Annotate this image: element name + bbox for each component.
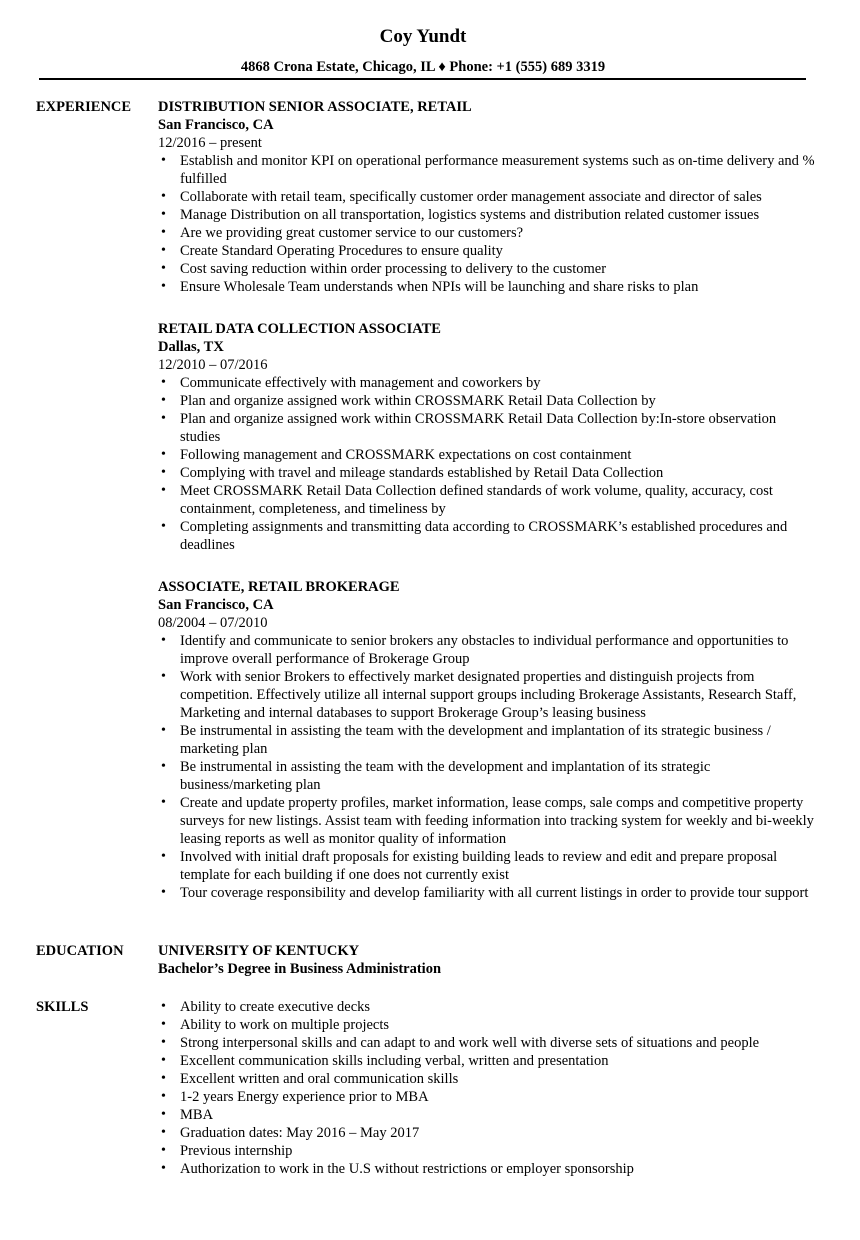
job-location: San Francisco, CA — [158, 597, 274, 613]
job-dates: 12/2016 – present — [158, 135, 262, 151]
list-item: • Involved with initial draft proposals for existing building leads to review and edit and prepare proposal template for each building if one does not currently exist — [158, 848, 818, 884]
skills-body — [158, 998, 818, 1178]
degree-name: Bachelor’s Degree in Business Administration — [158, 961, 442, 977]
job-title: ASSOCIATE, RETAIL BROKERAGE — [158, 579, 400, 595]
list-item: • Following management and CROSSMARK expectations on cost containment — [158, 446, 818, 464]
list-item: • Collaborate with retail team, specifically customer order management associate and director of sales — [158, 188, 818, 206]
list-item: • Identify and communicate to senior brokers any obstacles to individual performance and opportunities to improve overall performance of Brokerage Group — [158, 632, 818, 668]
list-item: • Ability to create executive decks — [158, 998, 818, 1016]
list-item: • Work with senior Brokers to effectively market designated properties and distinguish projects from competition. Effectively utilize all internal support groups including Brokerage Assistants, Research Staff, Marketing and internal databases to support Brokerage Group’s leasing business — [158, 668, 818, 722]
experience-heading: EXPERIENCE — [36, 99, 132, 115]
list-item: • Strong interpersonal skills and can adapt to and work well with diverse sets of situations and people — [158, 1034, 818, 1052]
list-item: • Meet CROSSMARK Retail Data Collection defined standards of work volume, quality, accuracy, cost containment, completeness, and timeliness by — [158, 482, 818, 518]
list-item: • Plan and organize assigned work within CROSSMARK Retail Data Collection by — [158, 392, 818, 410]
list-item: • Graduation dates: May 2016 – May 2017 — [158, 1124, 818, 1142]
job-title: DISTRIBUTION SENIOR ASSOCIATE, RETAIL — [158, 99, 472, 115]
job-entry — [158, 578, 818, 902]
list-item: • Tour coverage responsibility and develop familiarity with all current listings in order to provide tour support — [158, 884, 818, 902]
list-item: • Authorization to work in the U.S without restrictions or employer sponsorship — [158, 1160, 818, 1178]
skills-list — [158, 998, 818, 1178]
education-body — [158, 942, 818, 978]
list-item: • Complying with travel and mileage standards established by Retail Data Collection — [158, 464, 818, 482]
list-item: • Previous internship — [158, 1142, 818, 1160]
skills-heading: SKILLS — [36, 999, 89, 1015]
job-location: Dallas, TX — [158, 339, 224, 355]
list-item: • Excellent written and oral communication skills — [158, 1070, 818, 1088]
education-heading: EDUCATION — [36, 943, 124, 959]
list-item: • Ability to work on multiple projects — [158, 1016, 818, 1034]
list-item: • Completing assignments and transmitting data according to CROSSMARK’s established procedures and deadlines — [158, 518, 818, 554]
job-title: RETAIL DATA COLLECTION ASSOCIATE — [158, 321, 441, 337]
list-item: • Create Standard Operating Procedures to ensure quality — [158, 242, 818, 260]
experience-body — [158, 98, 818, 926]
list-item: • Ensure Wholesale Team understands when NPIs will be launching and share risks to plan — [158, 278, 818, 296]
list-item: • Be instrumental in assisting the team with the development and implantation of its strategic business / marketing plan — [158, 722, 818, 758]
header-divider — [39, 78, 806, 80]
job-entry — [158, 98, 818, 296]
candidate-name: Coy Yundt — [379, 26, 467, 47]
list-item: • MBA — [158, 1106, 818, 1124]
job-duties-list — [158, 374, 818, 554]
contact-line: 4868 Crona Estate, Chicago, IL ♦ Phone: +1 (555) 689 3319 — [240, 59, 606, 75]
list-item: • Cost saving reduction within order processing to delivery to the customer — [158, 260, 818, 278]
school-name: UNIVERSITY OF KENTUCKY — [158, 943, 360, 959]
job-dates: 08/2004 – 07/2010 — [158, 615, 268, 631]
list-item: • Manage Distribution on all transportation, logistics systems and distribution related customer issues — [158, 206, 818, 224]
list-item: • Establish and monitor KPI on operational performance measurement systems such as on-time delivery and % fulfilled — [158, 152, 818, 188]
job-entry — [158, 320, 818, 554]
list-item: • 1-2 years Energy experience prior to MBA — [158, 1088, 818, 1106]
list-item: • Be instrumental in assisting the team with the development and implantation of its strategic business/marketing plan — [158, 758, 818, 794]
list-item: • Plan and organize assigned work within CROSSMARK Retail Data Collection by:In-store observation studies — [158, 410, 818, 446]
list-item: • Excellent communication skills including verbal, written and presentation — [158, 1052, 818, 1070]
list-item: • Communicate effectively with management and coworkers by — [158, 374, 818, 392]
job-location: San Francisco, CA — [158, 117, 274, 133]
job-duties-list — [158, 632, 818, 902]
job-dates: 12/2010 – 07/2016 — [158, 357, 268, 373]
list-item: • Create and update property profiles, market information, lease comps, sale comps and competitive property surveys for new listings. Assist team with feeding information into tracking system for weekly and bi-weekly leasing reports as well as monitor quality of information — [158, 794, 818, 848]
job-duties-list — [158, 152, 818, 296]
list-item: • Are we providing great customer service to our customers? — [158, 224, 818, 242]
